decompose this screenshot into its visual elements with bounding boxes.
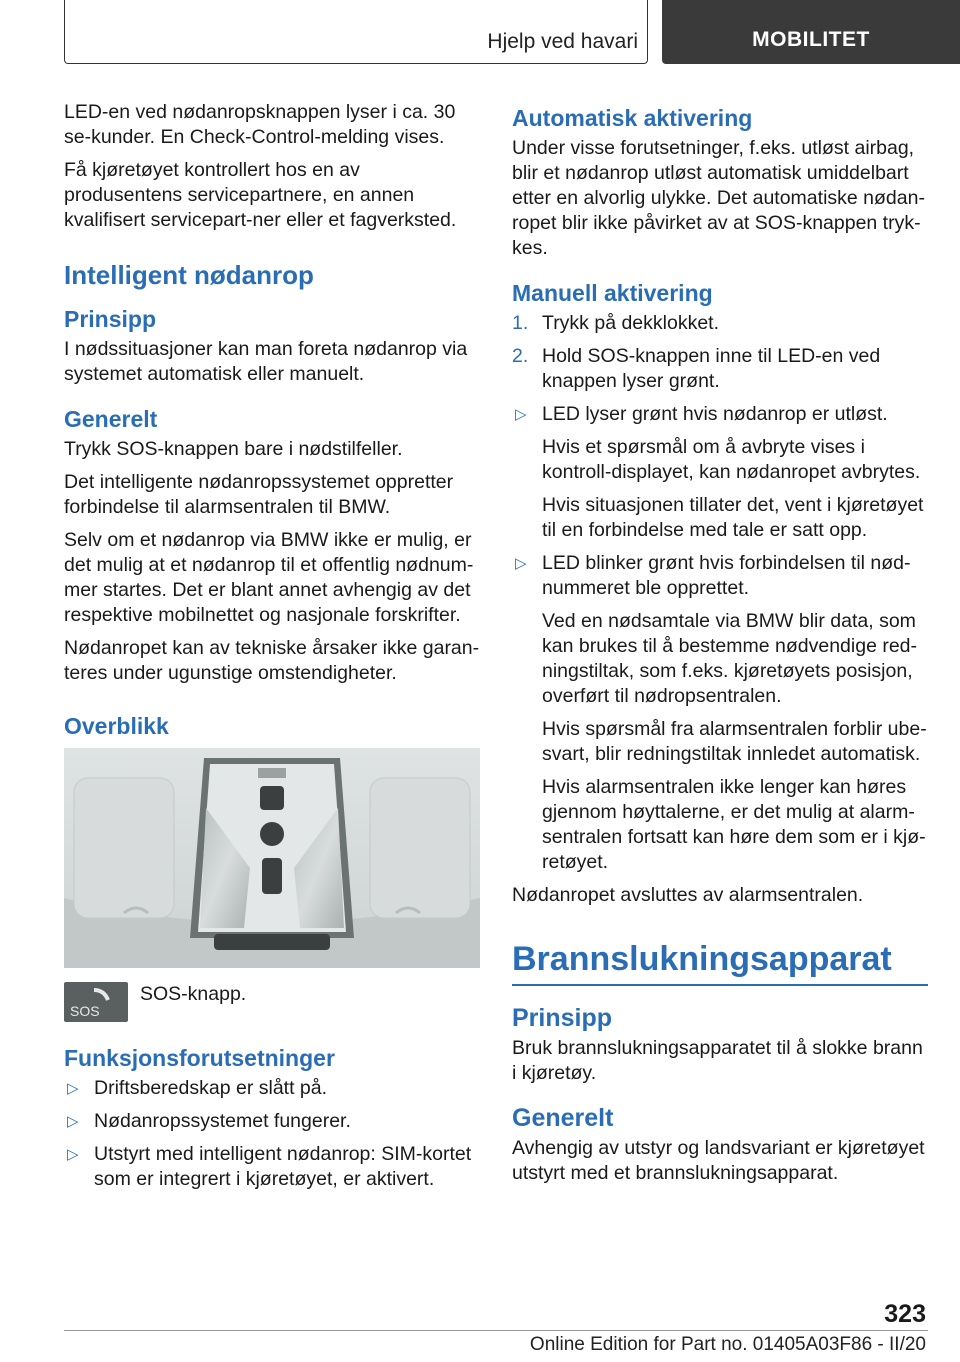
sos-button-icon (64, 982, 128, 1022)
right-column (512, 100, 928, 1194)
edition-note: Online Edition for Part no. 01405A03F86 - II/20 (529, 1334, 926, 1355)
list-item: ▷ LED lyser grønt hvis nødanrop er utløst. (515, 403, 888, 425)
indented-paragraph: Ved en nødsamtale via BMW blir data, som kan brukes til å bestemme nødvendige red-ningstiltak, som f.eks. kjøretøyets posisjon, overført til nødropsentralen. (542, 610, 918, 707)
status-list (512, 402, 928, 427)
footer-divider (64, 1330, 928, 1331)
heading-function-requirements: Funksjonsforutsetninger (64, 1045, 335, 1071)
heading-overview: Overblikk (64, 713, 169, 739)
requirements-list (64, 1076, 480, 1192)
heading-principle: Prinsipp (512, 1004, 613, 1032)
paragraph: Selv om et nødanrop via BMW ikke er mulig, er det mulig at et nødanrop til et offentlig nødnum-mer startes. Det er blant annet avhengig av det respektive mobilnettet og nasjonale forskrifter. (64, 529, 474, 626)
heading-intelligent-emergency-call: Intelligent nødanrop (64, 260, 314, 290)
step-item: 1. Trykk på dekklokket. (512, 312, 720, 334)
heading-automatic-activation: Automatisk aktivering (512, 105, 753, 131)
indented-paragraph: Hvis alarmsentralen ikke lenger kan høres gjennom høyttalerne, er det mulig at alarm-sentralen fortsatt kan høre dem som er i kjø-retøyet. (542, 776, 926, 873)
list-item: ▷ Driftsberedskap er slått på. (67, 1077, 328, 1099)
page-number: 323 (884, 1300, 926, 1328)
chapter-title: Hjelp ved havari (487, 30, 638, 53)
indented-paragraph: Hvis et spørsmål om å avbryte vises i kontroll-displayet, kan nødanropet avbrytes. (542, 436, 921, 483)
paragraph: Få kjøretøyet kontrollert hos en av produsentens servicepartnere, en annen kvalifisert servicepart-ner eller et fagverksted. (64, 159, 457, 231)
steps-list (512, 311, 928, 394)
sos-caption-row (64, 982, 480, 1022)
list-item: ▷ Utstyrt med intelligent nødanrop: SIM-kortet som er integrert i kjøretøyet, er aktivert. (67, 1143, 472, 1190)
section-title-fire-extinguisher: Brannslukningsapparat (512, 938, 928, 986)
left-column (64, 100, 480, 1200)
heading-manual-activation: Manuell aktivering (512, 280, 713, 306)
heading-general: Generelt (64, 406, 158, 432)
status-list (512, 551, 928, 601)
list-item: ▷ LED blinker grønt hvis forbindelsen til nød-nummeret ble opprettet. (515, 552, 911, 599)
indented-paragraph: Hvis spørsmål fra alarmsentralen forblir ube-svart, blir redningstiltak innledet automatisk. (542, 718, 927, 765)
paragraph: Trykk SOS-knappen bare i nødstilfeller. (64, 438, 403, 460)
paragraph: Avhengig av utstyr og landsvariant er kjøretøyet utstyrt med et brannslukningsapparat. (512, 1137, 925, 1184)
step-item: 2. Hold SOS-knappen inne til LED-en ved knappen lyser grønt. (512, 345, 881, 392)
sos-caption: SOS-knapp. (140, 983, 247, 1005)
svg-text:SOS: SOS (70, 1003, 100, 1019)
heading-principle: Prinsipp (64, 306, 157, 332)
indented-paragraph: Hvis situasjonen tillater det, vent i kjøretøyet til en forbindelse med tale er satt opp. (542, 494, 924, 541)
list-item: ▷ Nødanropssystemet fungerer. (67, 1110, 351, 1132)
paragraph: LED-en ved nødanropsknappen lyser i ca. 30 se-kunder. En Check-Control-melding vises. (64, 101, 456, 148)
paragraph: Bruk brannslukningsapparatet til å slokke brann i kjøretøy. (512, 1037, 923, 1084)
paragraph: I nødssituasjoner kan man foreta nødanrop via systemet automatisk eller manuelt. (64, 338, 468, 385)
paragraph: Nødanropet avsluttes av alarmsentralen. (512, 884, 864, 906)
paragraph: Det intelligente nødanropssystemet oppretter forbindelse til alarmsentralen til BMW. (64, 471, 454, 518)
roof-console-image (64, 748, 480, 968)
paragraph: Nødanropet kan av tekniske årsaker ikke garan-teres under ugunstige omstendigheter. (64, 637, 480, 684)
heading-general: Generelt (512, 1104, 614, 1132)
section-tab: MOBILITET (662, 0, 960, 64)
paragraph: Under visse forutsetninger, f.eks. utløst airbag, blir et nødanrop utløst automatisk umiddelbart etter en alvorlig ulykke. Det automatiske nødan-ropet blir ikke påvirket av at SOS-knappen tryk-kes. (512, 137, 925, 259)
